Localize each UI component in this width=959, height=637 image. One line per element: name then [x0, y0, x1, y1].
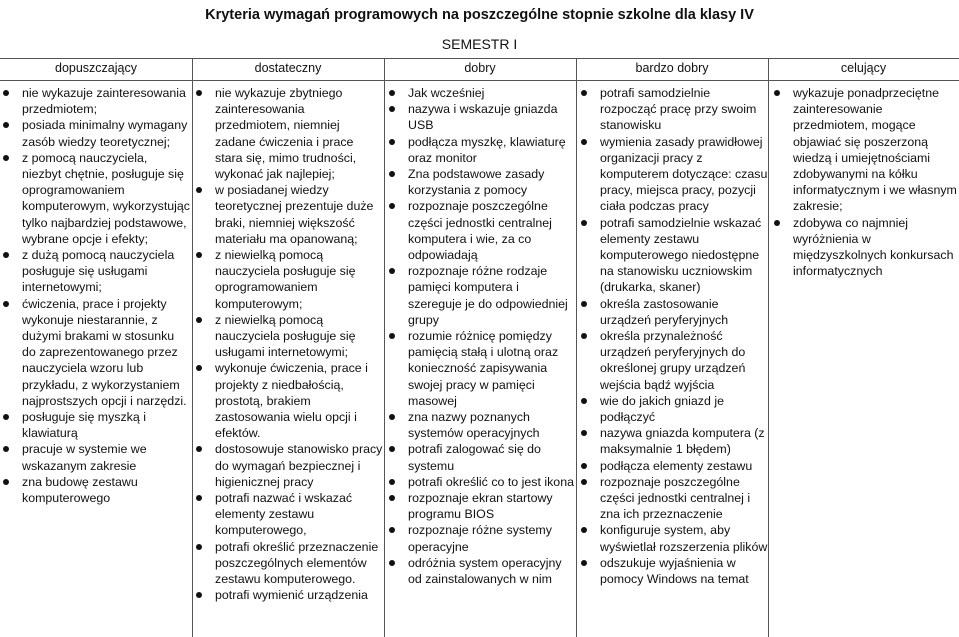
criteria-item: nie wykazuje zainteresowania przedmiotem; — [0, 85, 190, 117]
criteria-item: rozpoznaje ekran startowy programu BIOS — [386, 490, 576, 522]
page-title: Kryteria wymagań programowych na poszczególne stopnie szkolne dla klasy IV — [205, 7, 754, 23]
criteria-item: potrafi wymienić urządzenia — [193, 587, 383, 603]
criteria-item: potrafi zalogować się do systemu — [386, 441, 576, 473]
criteria-item: odróżnia system operacyjny od zainstalowanych w nim — [386, 555, 576, 587]
criteria-item: nazywa gniazda komputera (z maksymalnie 1 błędem) — [578, 425, 768, 457]
header-dopuszczajacy: dopuszczający — [55, 61, 137, 75]
criteria-item: Zna podstawowe zasady korzystania z pomocy — [386, 166, 576, 198]
criteria-item: rozumie różnicę pomiędzy pamięcią stałą i ulotną oraz konieczność zapisywania swojej pracy w pamięci masowej — [386, 328, 576, 409]
criteria-item: wykazuje ponadprzeciętne zainteresowanie przedmiotem, mogące objawiać się poszerzoną wiedzą i umiejętnościami zdobywanymi na kółku informatycznym i we własnym zakresie; — [771, 85, 959, 215]
header-dostateczny: dostateczny — [254, 61, 322, 75]
criteria-item: potrafi określić przeznaczenie poszczególnych elementów zestawu komputerowego. — [193, 539, 383, 588]
column-dopuszczajacy — [0, 85, 190, 506]
criteria-item: rozpoznaje różne rodzaje pamięci komputera i szereguje je do odpowiedniej grupy — [386, 263, 576, 328]
criteria-item: odszukuje wyjaśnienia w pomocy Windows na temat — [578, 555, 768, 587]
column-celujacy — [771, 85, 959, 279]
criteria-item: Jak wcześniej — [386, 85, 576, 101]
criteria-item: wykonuje ćwiczenia, prace i projekty z niedbałością, prostotą, brakiem zastosowania wielu opcji i efektów. — [193, 360, 383, 441]
grade-header-row — [0, 58, 959, 80]
column-dostateczny — [193, 85, 383, 604]
semester-label: SEMESTR I — [441, 36, 518, 52]
criteria-item: w posiadanej wiedzy teoretycznej prezentuje duże braki, niemniej większość materiału ma opanowaną; — [193, 182, 383, 247]
column-divider-2 — [384, 58, 385, 637]
criteria-item: dostosowuje stanowisko pracy do wymagań bezpiecznej i higienicznej pracy — [193, 441, 383, 490]
criteria-item: podłącza elementy zestawu — [578, 458, 768, 474]
criteria-item: zna nazwy poznanych systemów operacyjnych — [386, 409, 576, 441]
criteria-item: potrafi samodzielnie wskazać elementy zestawu komputerowego niedostępne na stanowisku uczniowskim (drukarka, skaner) — [578, 215, 768, 296]
criteria-item: potrafi określić co to jest ikona — [386, 474, 576, 490]
criteria-item: określa przynależność urządzeń peryferyjnych do określonej grupy urządzeń wejścia bądź wyjścia — [578, 328, 768, 393]
criteria-item: ćwiczenia, prace i projekty wykonuje niestarannie, z dużymi brakami w stosunku do zaprezentowanego przez nauczyciela wzoru lub przykładu, z wykorzystaniem najprostszych opcji i narzędzi. — [0, 296, 190, 409]
criteria-item: potrafi nazwać i wskazać elementy zestawu komputerowego, — [193, 490, 383, 539]
criteria-item: z dużą pomocą nauczyciela posługuje się usługami internetowymi; — [0, 247, 190, 296]
criteria-item: pracuje w systemie we wskazanym zakresie — [0, 441, 190, 473]
criteria-item: posługuje się myszką i klawiaturą — [0, 409, 190, 441]
criteria-item: zdobywa co najmniej wyróżnienia w międzyszkolnych konkursach informatycznych — [771, 215, 959, 280]
criteria-item: posiada minimalny wymagany zasób wiedzy teoretycznej; — [0, 117, 190, 149]
criteria-item: potrafi samodzielnie rozpocząć pracę przy swoim stanowisku — [578, 85, 768, 134]
criteria-item: rozpoznaje poszczególne części jednostki centralnej i zna ich przeznaczenie — [578, 474, 768, 523]
criteria-item: podłącza myszkę, klawiaturę oraz monitor — [386, 134, 576, 166]
criteria-item: konfiguruje system, aby wyświetlał rozszerzenia plików — [578, 522, 768, 554]
criteria-item: zna budowę zestawu komputerowego — [0, 474, 190, 506]
criteria-item: nie wykazuje zbytniego zainteresowania przedmiotem, niemniej zadane ćwiczenia i prace stara się, mimo trudności, wykonać jak najlepiej; — [193, 85, 383, 182]
criteria-item: z niewielką pomocą nauczyciela posługuje się oprogramowaniem komputerowym; — [193, 247, 383, 312]
column-dobry — [386, 85, 576, 587]
header-celujacy: celujący — [840, 61, 887, 75]
header-dobry: dobry — [464, 61, 496, 75]
criteria-item: nazywa i wskazuje gniazda USB — [386, 101, 576, 133]
column-divider-3 — [576, 58, 577, 637]
column-bardzo-dobry — [578, 85, 768, 587]
criteria-item: rozpoznaje różne systemy operacyjne — [386, 522, 576, 554]
criteria-item: wymienia zasady prawidłowej organizacji pracy z komputerem dotyczące: czasu pracy, miejsca pracy, pozycji ciała podczas pracy — [578, 134, 768, 215]
header-bardzo-dobry: bardzo dobry — [635, 61, 709, 75]
criteria-item: wie do jakich gniazd je podłączyć — [578, 393, 768, 425]
criteria-item: określa zastosowanie urządzeń peryferyjnych — [578, 296, 768, 328]
criteria-item: rozpoznaje poszczególne części jednostki centralnej komputera i wie, za co odpowiadają — [386, 198, 576, 263]
criteria-item: z niewielką pomocą nauczyciela posługuje się usługami internetowymi; — [193, 312, 383, 361]
column-divider-4 — [768, 58, 769, 637]
header-bottom-rule — [0, 80, 959, 81]
criteria-item: z pomocą nauczyciela, niezbyt chętnie, posługuje się oprogramowaniem komputerowym, wykorzystując tylko najbardziej podstawowe, wybrane opcje i efekty; — [0, 150, 190, 247]
